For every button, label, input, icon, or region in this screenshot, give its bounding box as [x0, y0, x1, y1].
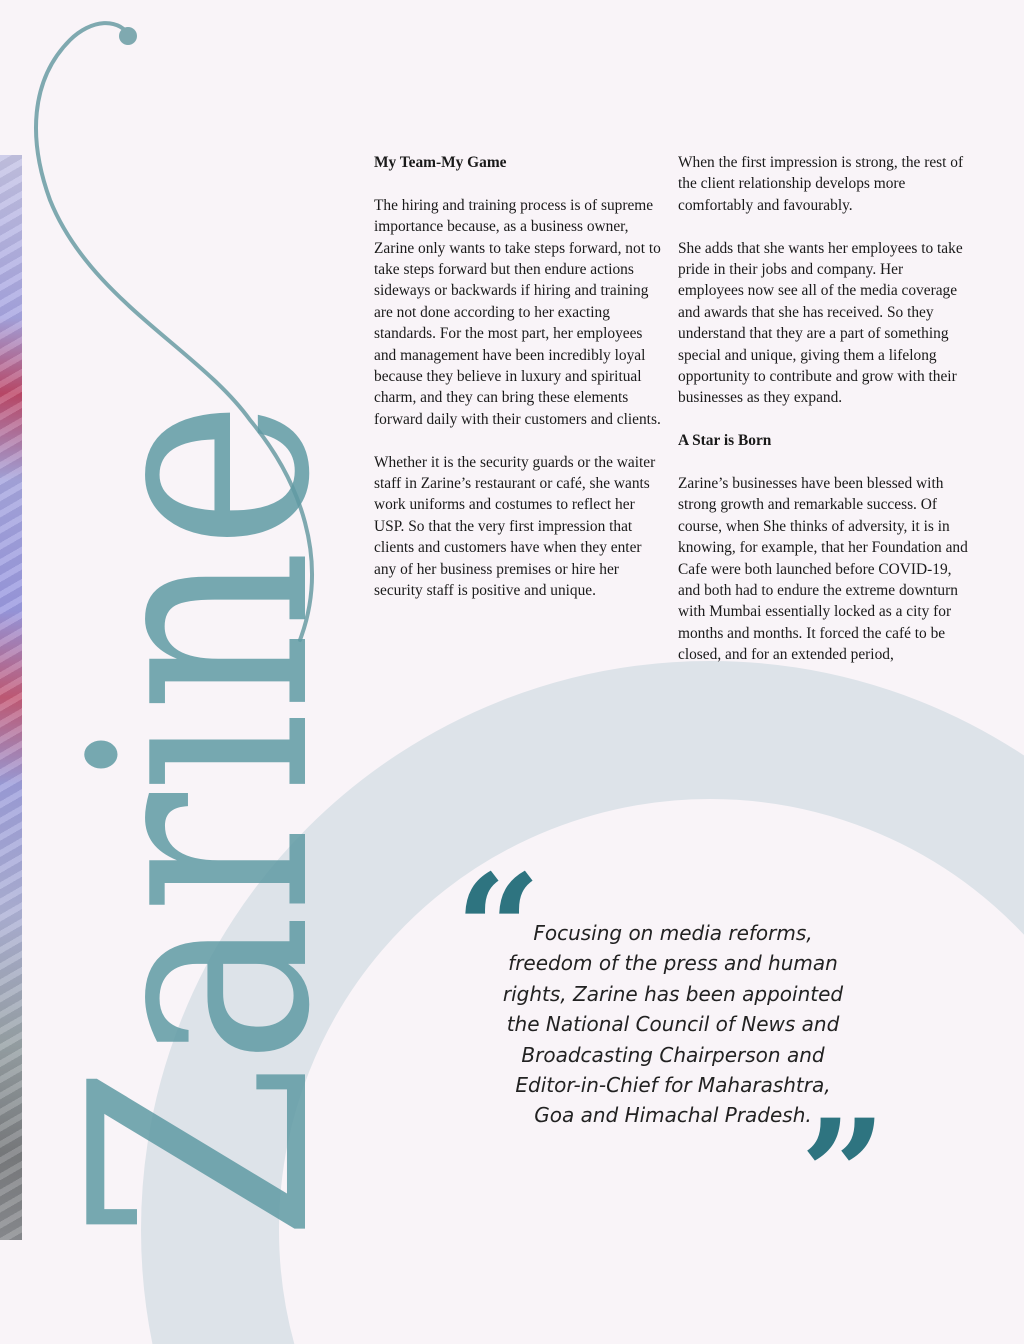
paragraph: Zarine’s businesses have been blessed with strong growth and remarkable success. Of course, when She thinks of adversity, it is in knowing, for example, that her Foundation and Cafe were both launched before COVID-19, and both had to endure the extreme downturn with Mumbai essentially locked as a city for months and months. It forced the café to be closed, and for an extended period,	[678, 475, 968, 664]
paragraph: When the first impression is strong, the rest of the client relationship develops more comfortably and favourably.	[678, 154, 964, 214]
flourish-terminal	[119, 27, 137, 45]
right-text-column	[678, 152, 968, 687]
open-quote-icon: “	[455, 842, 542, 1018]
paragraph: The hiring and training process is of supreme importance because, as a business owner, Zarine only wants to take steps forward, not to take steps forward but then endure actions sideways or backwards if hiring and training are not done according to her exacting standards. For the most part, her employees and management have been incredibly loyal because they believe in luxury and spiritual charm, and they can bring these elements forward daily with their customers and clients.	[374, 196, 661, 428]
close-quote-icon: ”	[800, 1087, 887, 1263]
pull-quote-text: Focusing on media reforms, freedom of the press and human rights, Zarine has been appointed the National Council of News and Broadcasting Chairperson and Editor-in-Chief for Maharashtra, Goa and Himachal Pradesh.	[502, 921, 844, 1128]
left-text-column	[374, 152, 664, 623]
zarine-wordmark: Zarine	[27, 242, 376, 1240]
section-heading-my-team: My Team-My Game	[374, 154, 507, 171]
section-heading-star-born: A Star is Born	[678, 432, 772, 450]
paragraph: She adds that she wants her employees to take pride in their jobs and company. Her employees now see all of the media coverage and awards that she has received. So they understand that they are a part of something special and unique, giving them a lifelong opportunity to contribute and grow with their businesses as they expand.	[678, 239, 963, 407]
paragraph: Whether it is the security guards or the waiter staff in Zarine’s restaurant or café, she wants work uniforms and costumes to reflect her USP. So that the very first impression that clients and customers have when they enter any of her business premises or hire her security staff is positive and unique.	[374, 453, 656, 600]
